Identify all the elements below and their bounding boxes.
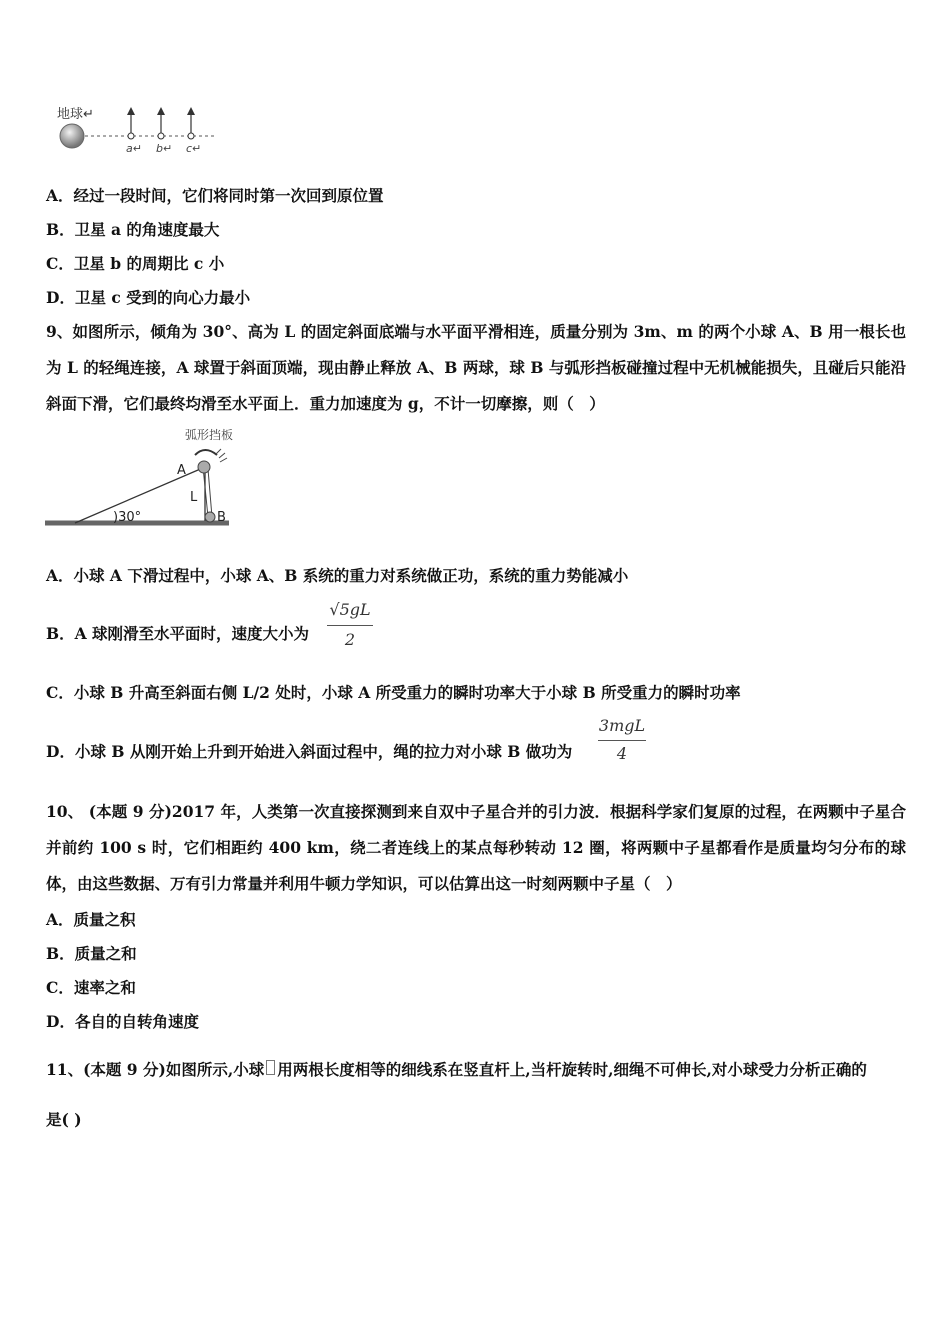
fraction-d-numerator: 3mgL — [598, 716, 646, 735]
q9-option-a: A．小球 A 下滑过程中，小球 A、B 系统的重力对系统做正功，系统的重力势能减小 — [46, 566, 629, 585]
fraction-d — [596, 716, 648, 766]
q10-stem: 10、 (本题 9 分)2017 年，人类第一次直接探测到来自双中子星合并的引力波．根据科学家们复原的过程，在两颗中子星合并前约 100 s 时，它们相距约 400 km，绕二者连线上的某点每秒转动 12 圈，将两颗中子星都看作是质量均匀分布的球体，由这些数据、万有引力常量并利用牛顿力学知识，可以估算出这一时刻两颗中子星（ ） — [46, 802, 906, 893]
q8-option-c: C．卫星 b 的周期比 c 小 — [46, 254, 225, 273]
earth-icon — [60, 124, 84, 148]
ball-b-icon — [205, 512, 215, 522]
satellite-c — [187, 107, 195, 139]
q10-option-d: D．各自的自转角速度 — [46, 1012, 199, 1031]
label-b: b↵ — [156, 142, 173, 155]
q11-stem-part2: 用两根长度相等的细线系在竖直杆上,当杆旋转时,细绳不可伸长,对小球受力分析正确的 — [277, 1060, 867, 1079]
label-ball-a: A — [177, 463, 186, 478]
q10-option-a: A．质量之积 — [46, 910, 136, 929]
missing-glyph-icon — [266, 1060, 275, 1075]
q8-option-d: D．卫星 c 受到的向心力最小 — [46, 288, 251, 307]
satellite-b — [157, 107, 165, 139]
label-c: c↵ — [186, 142, 202, 155]
angle-label: )30° — [113, 510, 142, 525]
incline-figure — [45, 425, 245, 535]
fraction-d-denominator: 4 — [616, 744, 628, 763]
q9-option-c: C．小球 B 升高至斜面右侧 L/2 处时，小球 A 所受重力的瞬时功率大于小球 B 所受重力的瞬时功率 — [46, 683, 741, 702]
q11-stem-part1: 11、(本题 9 分)如图所示,小球 — [46, 1060, 265, 1079]
fraction-b-numerator: √5gL — [329, 600, 371, 619]
q8-option-a: A．经过一段时间，它们将同时第一次回到原位置 — [46, 186, 384, 205]
q9-stem: 9、如图所示，倾角为 30°、高为 L 的固定斜面底端与水平面平滑相连，质量分别为 3m、m 的两个小球 A、B 用一根长也为 L 的轻绳连接，A 球置于斜面顶端，现由静止释放 A、B 两球，球 B 与弧形挡板碰撞过程中无机械能损失，且碰后只能沿斜面下滑，它们最终均滑至水平面上．重力加速度为 g，不计一切摩擦，则（ ） — [46, 322, 906, 413]
ball-a-icon — [198, 461, 210, 473]
satellite-a — [127, 107, 135, 139]
earth-label: 地球↵ — [57, 107, 94, 122]
fraction-b-denominator: 2 — [344, 630, 356, 649]
label-a: a↵ — [126, 142, 142, 155]
fraction-b — [325, 600, 375, 652]
q11-stem-line2: 是( ) — [46, 1110, 82, 1129]
board-label: 弧形挡板 — [185, 428, 234, 442]
label-length: L — [190, 490, 198, 505]
satellite-figure — [55, 100, 225, 160]
q10-option-b: B．质量之和 — [46, 944, 137, 963]
q10-option-c: C．速率之和 — [46, 978, 136, 997]
q11-stem-line1 — [46, 1060, 867, 1080]
q8-option-b: B．卫星 a 的角速度最大 — [46, 220, 220, 239]
q9-option-b: B．A 球刚滑至水平面时，速度大小为 — [46, 624, 310, 643]
curved-board — [195, 450, 217, 455]
label-ball-b: B — [217, 510, 226, 525]
q9-option-d: D．小球 B 从刚开始上升到开始进入斜面过程中，绳的拉力对小球 B 做功为 — [46, 742, 573, 761]
